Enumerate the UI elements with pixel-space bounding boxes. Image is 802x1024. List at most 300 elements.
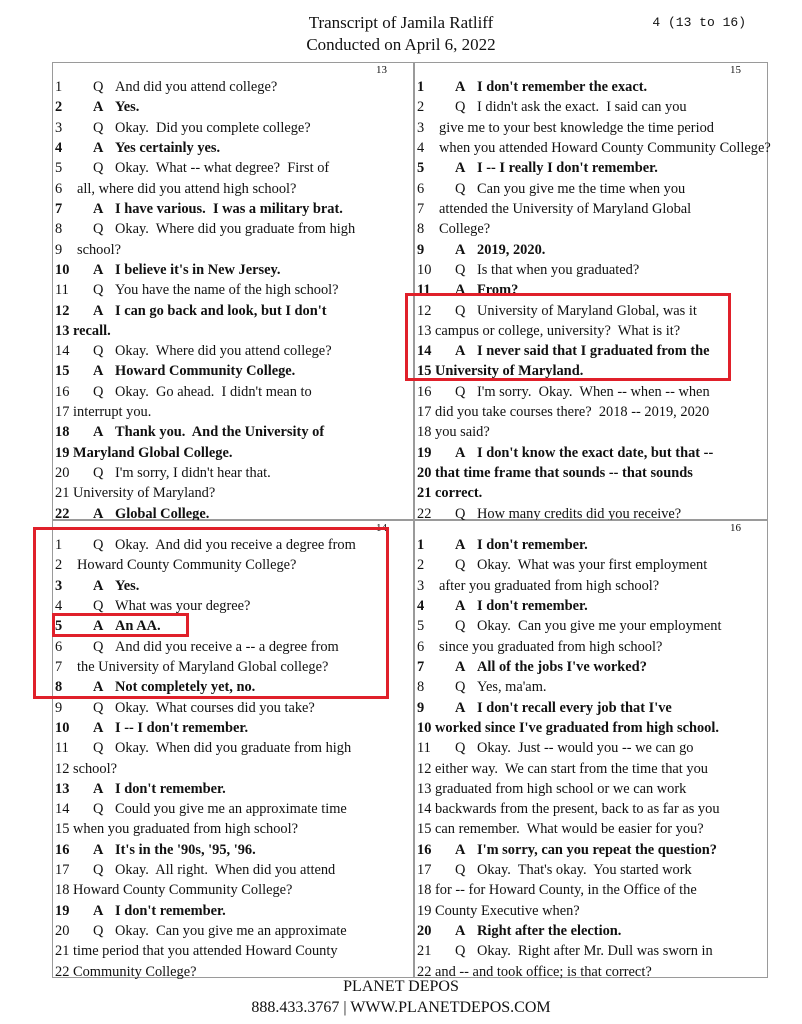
- line-text: Howard Community College.: [115, 363, 296, 380]
- line-text: Okay. That's okay. You started work: [477, 862, 692, 879]
- line-text: I can go back and look, but I don't: [115, 302, 327, 319]
- speaker-label: A: [93, 302, 104, 319]
- line-text: and -- and took office; is that correct?: [435, 963, 652, 980]
- line-number: 8: [417, 221, 425, 238]
- line-text: You have the name of the high school?: [115, 282, 339, 299]
- line-text: What was your degree?: [115, 597, 251, 614]
- speaker-label: A: [93, 719, 104, 736]
- line-number: 16: [55, 841, 70, 858]
- line-text: I don't remember.: [115, 902, 226, 919]
- line-number: 14: [55, 343, 70, 360]
- speaker-label: A: [93, 780, 104, 797]
- transcript-line: [417, 535, 765, 555]
- line-text: Okay. Just -- would you -- we can go: [477, 740, 694, 757]
- transcript-line: [55, 321, 411, 341]
- line-number: 7: [55, 200, 63, 217]
- line-number: 12: [55, 302, 70, 319]
- line-number: 13: [55, 322, 70, 339]
- transcript-line: [55, 301, 411, 321]
- line-number: 12: [55, 760, 70, 777]
- speaker-label: Q: [455, 557, 466, 574]
- line-text: University of Maryland?: [73, 485, 216, 502]
- transcript-line: [55, 280, 411, 300]
- transcript-line: [55, 382, 411, 402]
- line-number: 3: [55, 119, 63, 136]
- speaker-label: Q: [93, 537, 104, 553]
- line-number: 3: [55, 577, 63, 594]
- transcript-page-16: [414, 520, 768, 978]
- line-number: 16: [55, 383, 70, 400]
- transcript-line: [417, 759, 765, 779]
- line-text: after you graduated from high school?: [439, 577, 660, 594]
- line-text: Community College?: [73, 963, 197, 980]
- highlight-box-page14-line5: [52, 613, 189, 637]
- transcript-line: [55, 738, 411, 758]
- line-text: Maryland Global College.: [73, 444, 233, 461]
- speaker-label: A: [455, 282, 466, 299]
- transcript-line: [55, 443, 411, 463]
- line-number: 17: [417, 862, 432, 879]
- speaker-label: Q: [455, 943, 466, 960]
- transcript-line: [417, 118, 765, 138]
- page-number: 14: [376, 522, 387, 534]
- line-number: 6: [55, 180, 63, 197]
- transcript-line: [417, 677, 765, 697]
- line-number: 4: [55, 139, 63, 156]
- line-text: Okay. What was your first employment: [477, 557, 708, 574]
- transcript-line: [55, 880, 411, 900]
- line-text: And did you attend college?: [115, 79, 278, 95]
- line-number: 11: [417, 282, 431, 299]
- line-number: 7: [417, 200, 425, 217]
- line-number: 13: [417, 322, 432, 339]
- transcript-line: [417, 698, 765, 718]
- line-number: 21: [417, 485, 432, 502]
- speaker-label: Q: [93, 79, 104, 95]
- line-number: 6: [417, 180, 425, 197]
- line-text: Right after the election.: [477, 923, 622, 940]
- line-text: Is that when you graduated?: [477, 261, 640, 278]
- speaker-label: A: [455, 841, 466, 858]
- speaker-label: A: [455, 537, 466, 553]
- line-number: 21: [55, 485, 70, 502]
- line-text: I -- I don't remember.: [115, 719, 249, 736]
- line-text: Okay. Where did you attend college?: [115, 343, 332, 360]
- line-number: 2: [55, 557, 63, 574]
- line-text: Yes.: [115, 577, 140, 594]
- line-text: attended the University of Maryland Global: [439, 200, 692, 217]
- speaker-label: Q: [93, 597, 104, 614]
- speaker-label: Q: [93, 740, 104, 757]
- line-text: College?: [439, 221, 491, 238]
- line-number: 5: [55, 618, 63, 635]
- speaker-label: A: [93, 424, 104, 441]
- line-number: 14: [417, 801, 432, 818]
- speaker-label: Q: [455, 618, 466, 635]
- speaker-label: A: [455, 160, 466, 177]
- line-text: correct.: [435, 485, 483, 502]
- line-text: Yes.: [115, 99, 140, 116]
- transcript-line: [55, 219, 411, 239]
- line-text: I believe it's in New Jersey.: [115, 261, 281, 278]
- line-text: Howard County Community College?: [73, 882, 293, 899]
- line-number: 13: [55, 780, 70, 797]
- line-text: All of the jobs I've worked?: [477, 658, 647, 675]
- line-text: From?: [477, 282, 519, 299]
- line-number: 20: [417, 465, 432, 482]
- speaker-label: Q: [455, 740, 466, 757]
- line-number: 11: [55, 740, 69, 757]
- transcript-line: [417, 483, 765, 503]
- line-text: 2019, 2020.: [477, 241, 546, 258]
- speaker-label: Q: [455, 302, 466, 319]
- footer: [0, 976, 802, 1018]
- speaker-label: A: [93, 363, 104, 380]
- transcript-line: [417, 860, 765, 880]
- speaker-label: Q: [93, 160, 104, 177]
- line-text: University of Maryland.: [435, 363, 584, 380]
- transcript-line: [417, 596, 765, 616]
- transcript-line: [55, 138, 411, 158]
- line-text: Yes certainly yes.: [115, 139, 221, 156]
- speaker-label: A: [455, 241, 466, 258]
- transcript-line: [417, 158, 765, 178]
- line-number: 16: [417, 841, 432, 858]
- line-text: Okay. Can you give me your employment: [477, 618, 722, 635]
- speaker-label: Q: [93, 465, 104, 482]
- speaker-label: A: [455, 343, 466, 360]
- line-number: 15: [55, 363, 70, 380]
- line-text: I don't remember.: [477, 597, 588, 614]
- line-text: I didn't ask the exact. I said can you: [477, 99, 687, 116]
- transcript-line: [417, 779, 765, 799]
- speaker-label: Q: [93, 699, 104, 716]
- line-number: 22: [55, 963, 70, 980]
- transcript-line: [417, 382, 765, 402]
- line-text: I don't remember.: [477, 537, 588, 553]
- line-text: Okay. Right after Mr. Dull was sworn in: [477, 943, 713, 960]
- transcript-line: [417, 77, 765, 97]
- transcript-line: [55, 341, 411, 361]
- line-text: worked since I've graduated from high school.: [435, 719, 719, 736]
- transcript-line: [417, 576, 765, 596]
- line-number: 20: [55, 465, 70, 482]
- transcript-date: Conducted on April 6, 2022: [306, 35, 496, 54]
- transcript-line: [417, 819, 765, 839]
- line-text: University of Maryland Global, was it: [477, 302, 697, 319]
- speaker-label: Q: [93, 343, 104, 360]
- speaker-label: A: [93, 902, 104, 919]
- line-text: Yes, ma'am.: [477, 679, 547, 696]
- line-text: all, where did you attend high school?: [77, 180, 297, 197]
- line-text: give me to your best knowledge the time period: [439, 119, 714, 136]
- line-text: An AA.: [115, 618, 161, 635]
- transcript-line: [55, 422, 411, 442]
- speaker-label: A: [455, 699, 466, 716]
- speaker-label: Q: [93, 282, 104, 299]
- transcript-line: [55, 97, 411, 117]
- line-text: I'm sorry, I didn't hear that.: [115, 465, 271, 482]
- transcript-line: [417, 880, 765, 900]
- line-number: 11: [55, 282, 69, 299]
- speaker-label: Q: [455, 679, 466, 696]
- line-text: Could you give me an approximate time: [115, 801, 347, 818]
- footer-contact: 888.433.3767 | WWW.PLANETDEPOS.COM: [251, 999, 551, 1016]
- line-text: I don't know the exact date, but that --: [477, 444, 714, 461]
- line-number: 6: [55, 638, 63, 655]
- line-number: 18: [55, 882, 70, 899]
- line-number: 12: [417, 302, 432, 319]
- line-number: 18: [417, 882, 432, 899]
- transcript-line: [417, 402, 765, 422]
- line-text: can remember. What would be easier for you?: [435, 821, 704, 838]
- line-text: And did you receive a -- a degree from: [115, 638, 339, 655]
- line-number: 19: [417, 902, 432, 919]
- transcript-line: [417, 463, 765, 483]
- line-number: 22: [55, 505, 70, 522]
- page-number: 15: [730, 64, 741, 76]
- speaker-label: A: [93, 679, 104, 696]
- transcript-title: Transcript of Jamila Ratliff: [308, 13, 494, 32]
- line-text: Howard County Community College?: [77, 557, 297, 574]
- transcript-line: [417, 219, 765, 239]
- line-number: 9: [417, 241, 425, 258]
- transcript-line: [417, 738, 765, 758]
- line-number: 6: [417, 638, 425, 655]
- transcript-line: [55, 819, 411, 839]
- line-text: I don't remember the exact.: [477, 79, 648, 95]
- transcript-line: [55, 941, 411, 961]
- transcript-line: [55, 698, 411, 718]
- line-number: 5: [417, 160, 425, 177]
- line-text: I don't remember.: [115, 780, 226, 797]
- line-number: 16: [417, 383, 432, 400]
- speaker-label: Q: [93, 923, 104, 940]
- line-text: Okay. All right. When did you attend: [115, 862, 336, 879]
- line-text: for -- for Howard County, in the Office of the: [435, 882, 697, 899]
- line-number: 14: [417, 343, 432, 360]
- speaker-label: Q: [93, 638, 104, 655]
- speaker-label: A: [455, 444, 466, 461]
- line-text: Okay. Can you give me an approximate: [115, 923, 347, 940]
- speaker-label: A: [93, 261, 104, 278]
- line-number: 10: [417, 261, 432, 278]
- line-number: 1: [55, 537, 63, 553]
- line-number: 7: [55, 658, 63, 675]
- line-number: 8: [55, 221, 63, 238]
- line-number: 10: [55, 261, 70, 278]
- speaker-label: Q: [455, 505, 466, 522]
- line-number: 15: [417, 363, 432, 380]
- page-range: 4 (13 to 16): [652, 15, 746, 30]
- line-number: 4: [417, 139, 425, 156]
- line-number: 20: [55, 923, 70, 940]
- page-number: 16: [730, 522, 741, 534]
- line-text: Okay. Where did you graduate from high: [115, 221, 356, 238]
- transcript-line: [417, 240, 765, 260]
- line-number: 22: [417, 963, 432, 980]
- line-number: 2: [55, 99, 63, 116]
- transcript-line: [55, 921, 411, 941]
- line-text: when you attended Howard County Community College?: [439, 139, 771, 156]
- transcript-line: [417, 179, 765, 199]
- line-text: interrupt you.: [73, 404, 152, 421]
- line-text: Global College.: [115, 505, 210, 522]
- transcript-line: [55, 260, 411, 280]
- line-text: either way. We can start from the time that you: [435, 760, 708, 777]
- page-number: 13: [376, 64, 387, 76]
- line-text: Okay. Did you complete college?: [115, 119, 311, 136]
- line-number: 22: [417, 505, 432, 522]
- line-number: 5: [417, 618, 425, 635]
- speaker-label: Q: [455, 261, 466, 278]
- line-text: Okay. When did you graduate from high: [115, 740, 352, 757]
- transcript-page-13: [52, 62, 414, 520]
- speaker-label: A: [93, 99, 104, 116]
- line-number: 19: [417, 444, 432, 461]
- line-number: 1: [417, 537, 425, 553]
- line-number: 4: [55, 597, 63, 614]
- speaker-label: Q: [455, 862, 466, 879]
- transcript-line: [417, 901, 765, 921]
- transcript-line: [417, 657, 765, 677]
- line-text: did you take courses there? 2018 -- 2019, 2020: [435, 404, 710, 421]
- transcript-line: [417, 941, 765, 961]
- line-text: school?: [77, 241, 121, 258]
- line-text: How many credits did you receive?: [477, 505, 682, 522]
- transcript-line: [55, 759, 411, 779]
- transcript-line: [417, 840, 765, 860]
- line-number: 7: [417, 658, 425, 675]
- line-text: the University of Maryland Global college?: [77, 658, 329, 675]
- line-number: 9: [55, 699, 63, 716]
- line-number: 8: [55, 679, 63, 696]
- line-number: 1: [55, 79, 63, 95]
- transcript-line: [417, 799, 765, 819]
- line-text: Can you give me the time when you: [477, 180, 686, 197]
- line-text: I never said that I graduated from the: [477, 343, 710, 360]
- transcript-line: [55, 77, 411, 97]
- highlight-box-page15-lines12-15: [405, 293, 731, 381]
- speaker-label: Q: [455, 180, 466, 197]
- transcript-line: [55, 779, 411, 799]
- line-text: I -- I really I don't remember.: [477, 160, 658, 177]
- line-number: 19: [55, 902, 70, 919]
- speaker-label: A: [455, 923, 466, 940]
- line-text: since you graduated from high school?: [439, 638, 663, 655]
- transcript-page-15: [414, 62, 771, 522]
- line-text: you said?: [435, 424, 490, 441]
- line-number: 3: [417, 119, 425, 136]
- line-number: 21: [417, 943, 432, 960]
- line-text: I'm sorry. Okay. When -- when -- when: [477, 383, 710, 400]
- speaker-label: A: [93, 139, 104, 156]
- transcript-line: [55, 463, 411, 483]
- line-number: 15: [55, 821, 70, 838]
- line-number: 18: [55, 424, 70, 441]
- line-number: 3: [417, 577, 425, 594]
- transcript-line: [417, 616, 765, 636]
- line-text: school?: [73, 760, 117, 777]
- line-text: time period that you attended Howard County: [73, 943, 338, 960]
- line-text: Okay. What courses did you take?: [115, 699, 315, 716]
- transcript-line: [417, 422, 765, 442]
- transcript-line: [55, 179, 411, 199]
- transcript-line: [417, 637, 765, 657]
- line-text: recall.: [73, 322, 111, 339]
- line-number: 11: [417, 740, 431, 757]
- transcript-line: [55, 860, 411, 880]
- line-text: Okay. Go ahead. I didn't mean to: [115, 383, 312, 400]
- transcript-line: [55, 361, 411, 381]
- transcript-line: [55, 199, 411, 219]
- line-number: 13: [417, 780, 432, 797]
- speaker-label: A: [93, 577, 104, 594]
- speaker-label: A: [455, 597, 466, 614]
- line-text: Thank you. And the University of: [115, 424, 325, 441]
- line-number: 12: [417, 760, 432, 777]
- line-number: 4: [417, 597, 425, 614]
- line-number: 2: [417, 557, 425, 574]
- transcript-line: [417, 555, 765, 575]
- line-text: It's in the '90s, '95, '96.: [115, 841, 256, 858]
- speaker-label: Q: [93, 221, 104, 238]
- line-number: 8: [417, 679, 425, 696]
- speaker-label: A: [93, 505, 104, 522]
- speaker-label: Q: [93, 862, 104, 879]
- line-number: 10: [55, 719, 70, 736]
- speaker-label: A: [455, 79, 466, 95]
- speaker-label: Q: [93, 801, 104, 818]
- line-text: Okay. What -- what degree? First of: [115, 160, 330, 177]
- transcript-line: [55, 158, 411, 178]
- speaker-label: A: [93, 200, 104, 217]
- line-text: that time frame that sounds -- that sounds: [435, 465, 693, 482]
- transcript-line: [55, 799, 411, 819]
- transcript-line: [417, 97, 765, 117]
- line-text: I'm sorry, can you repeat the question?: [477, 841, 717, 858]
- transcript-line: [417, 260, 765, 280]
- transcript-line: [55, 483, 411, 503]
- line-number: 17: [417, 404, 432, 421]
- line-number: 20: [417, 923, 432, 940]
- transcript-line: [55, 402, 411, 422]
- line-number: 5: [55, 160, 63, 177]
- line-text: when you graduated from high school?: [73, 821, 298, 838]
- transcript-line: [55, 718, 411, 738]
- speaker-label: A: [93, 841, 104, 858]
- transcript-line: [417, 443, 765, 463]
- line-text: Not completely yet, no.: [115, 679, 256, 696]
- speaker-label: A: [455, 658, 466, 675]
- line-number: 10: [417, 719, 432, 736]
- transcript-line: [55, 840, 411, 860]
- transcript-line: [55, 240, 411, 260]
- speaker-label: Q: [93, 119, 104, 136]
- line-number: 14: [55, 801, 70, 818]
- speaker-label: Q: [455, 383, 466, 400]
- line-text: I don't recall every job that I've: [477, 699, 672, 716]
- line-text: Okay. And did you receive a degree from: [115, 537, 356, 553]
- transcript-line: [55, 118, 411, 138]
- line-number: 9: [55, 241, 63, 258]
- line-text: backwards from the present, back to as far as you: [435, 801, 720, 818]
- speaker-label: A: [93, 618, 104, 635]
- line-text: campus or college, university? What is it?: [435, 322, 681, 339]
- line-number: 18: [417, 424, 432, 441]
- line-number: 17: [55, 862, 70, 879]
- line-number: 1: [417, 79, 425, 95]
